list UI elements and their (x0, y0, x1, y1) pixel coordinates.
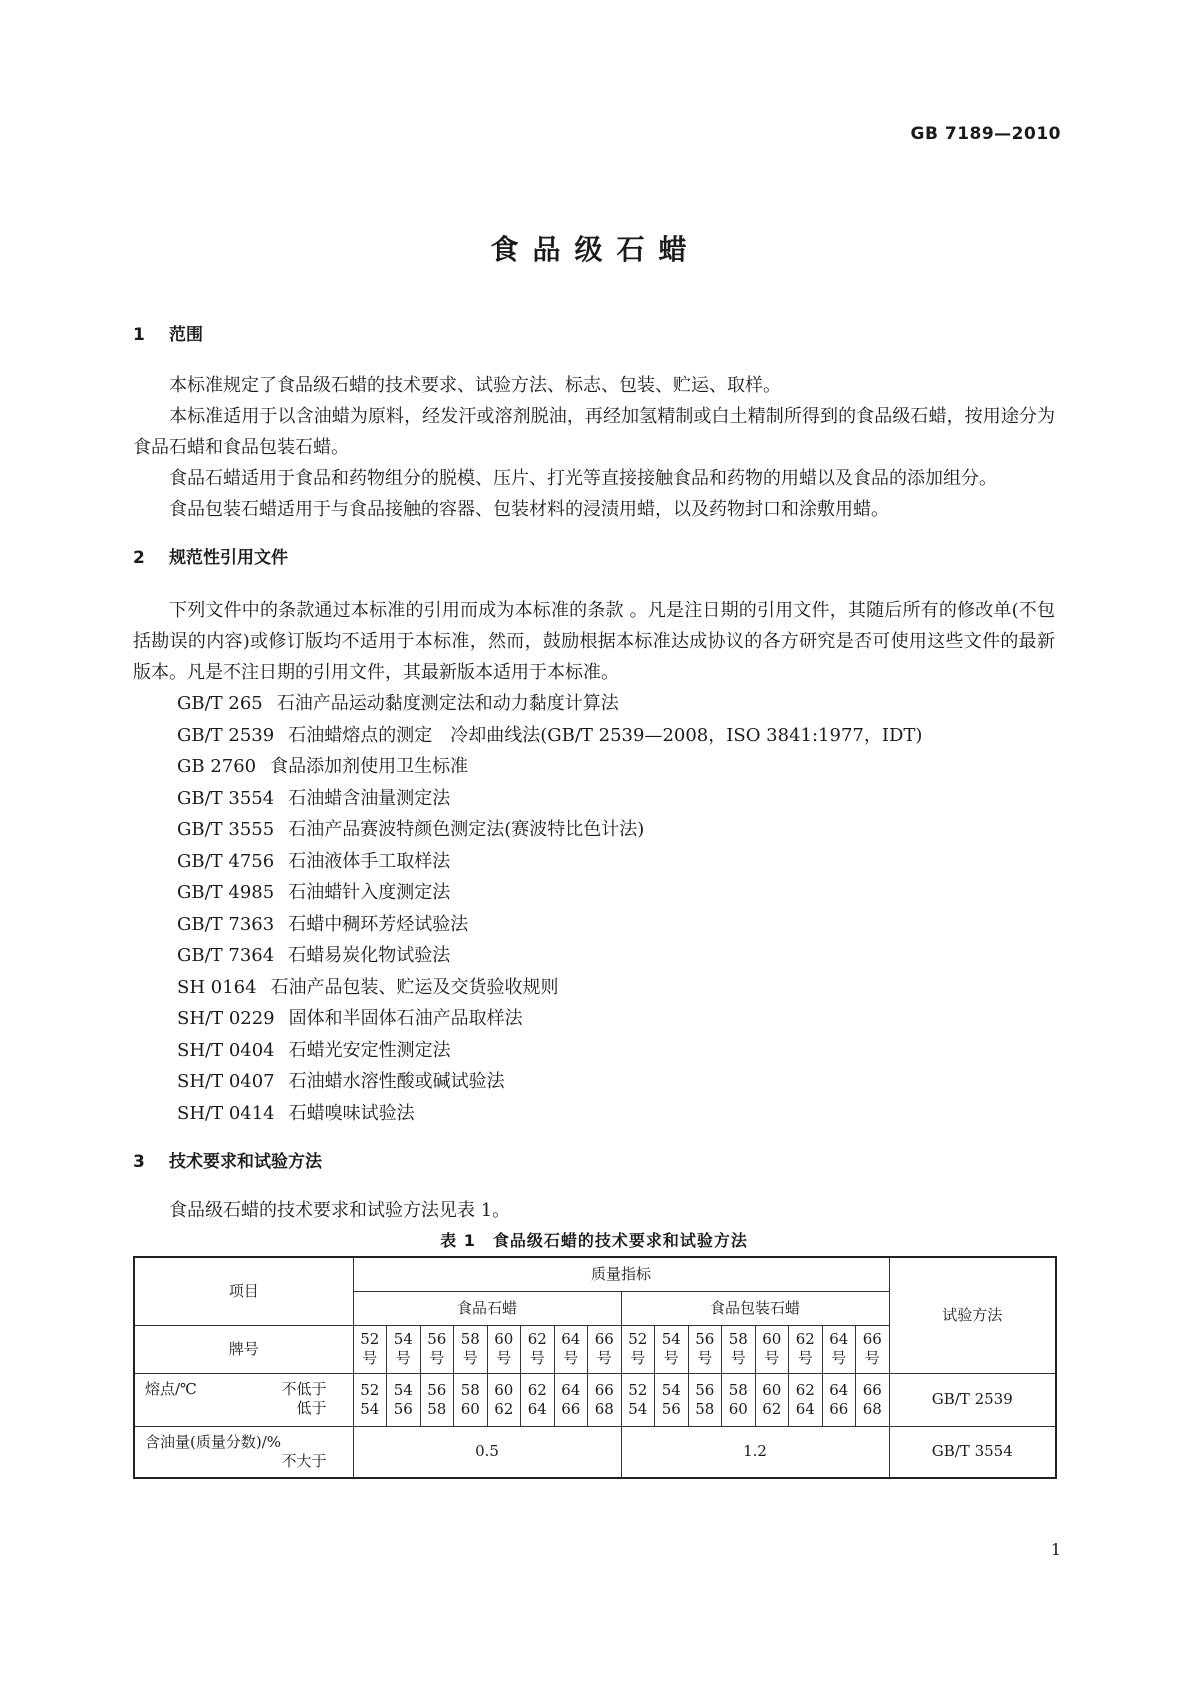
melting-point-cell (722, 1373, 756, 1426)
document-body (133, 320, 1055, 1479)
reference-item (133, 720, 1055, 752)
oil-content-method: GB/T 3554 (889, 1426, 1056, 1478)
melting-point-cell (822, 1373, 856, 1426)
melting-point-high: 60 (728, 1399, 748, 1418)
reference-code: GB/T 3554 (177, 787, 275, 809)
oil-content-label-cell (134, 1426, 353, 1478)
reference-code: GB 2760 (177, 756, 257, 777)
melting-point-high: 68 (594, 1399, 614, 1418)
grade-cell (655, 1325, 689, 1373)
reference-code: SH/T 0414 (177, 1102, 275, 1124)
melting-point-low: 56 (427, 1380, 447, 1399)
grade-cell (353, 1325, 387, 1373)
food-wax-header: 食品石蜡 (353, 1291, 621, 1325)
oil-content-label: 含油量(质量分数)/% (145, 1432, 282, 1451)
melting-point-low: 54 (393, 1380, 413, 1399)
reference-title: 石油产品包装、贮运及交货验收规则 (270, 976, 559, 998)
melting-point-high: 66 (829, 1399, 849, 1418)
reference-item (133, 1098, 1055, 1130)
reference-title: 食品添加剂使用卫生标准 (270, 756, 469, 777)
section-3-heading (133, 1147, 1055, 1177)
grade-suffix: 号 (864, 1349, 880, 1367)
melting-point-low: 62 (795, 1380, 815, 1399)
grade-number: 62 (795, 1330, 815, 1348)
paragraph: 本标准规定了食品级石蜡的技术要求、试验方法、标志、包装、贮运、取样。 (169, 375, 781, 396)
reference-item (133, 1035, 1055, 1067)
grade-cell (621, 1325, 655, 1373)
melting-point-high: 66 (561, 1399, 581, 1418)
grade-number: 60 (762, 1330, 782, 1348)
melting-point-high: 58 (427, 1399, 447, 1418)
melting-point-high: 62 (494, 1399, 514, 1418)
melting-point-high: 64 (527, 1399, 547, 1418)
melting-point-label-cell (134, 1373, 353, 1426)
grade-cell (521, 1325, 555, 1373)
reference-item (133, 751, 1055, 783)
melting-point-cell (588, 1373, 622, 1426)
packaging-wax-header: 食品包装石蜡 (621, 1291, 889, 1325)
reference-title: 石蜡中稠环芳烃试验法 (288, 913, 469, 935)
melting-point-low: 64 (829, 1380, 849, 1399)
grade-cell (588, 1325, 622, 1373)
grade-suffix: 号 (596, 1349, 612, 1367)
document-title: 食品级石蜡 (490, 233, 701, 266)
section-number: 2 (133, 548, 145, 568)
section-1-heading (133, 320, 1055, 350)
quality-header: 质量指标 (353, 1257, 889, 1291)
grade-number: 52 (628, 1330, 648, 1348)
melting-point-cell (454, 1373, 488, 1426)
grade-cell (688, 1325, 722, 1373)
grade-cell (554, 1325, 588, 1373)
melting-point-low: 60 (494, 1380, 514, 1399)
reference-item (133, 1003, 1055, 1035)
section-number: 3 (133, 1152, 145, 1172)
melting-point-limits (281, 1380, 326, 1418)
item-header: 项目 (134, 1257, 353, 1325)
reference-item (133, 814, 1055, 846)
reference-code: GB/T 7363 (177, 913, 275, 935)
reference-code: GB/T 3555 (177, 819, 275, 840)
reference-code: SH/T 0407 (177, 1071, 275, 1092)
melting-point-cell (487, 1373, 521, 1426)
method-header: 试验方法 (889, 1257, 1056, 1373)
melting-point-cell (621, 1373, 655, 1426)
melting-point-cell (755, 1373, 789, 1426)
melting-point-high: 58 (695, 1399, 715, 1418)
grade-number: 64 (561, 1330, 581, 1348)
oil-content-limit: 不大于 (281, 1451, 327, 1470)
grade-number: 64 (829, 1330, 849, 1348)
melting-point-low: 52 (360, 1380, 380, 1399)
grade-suffix: 号 (462, 1349, 478, 1367)
grade-suffix: 号 (529, 1349, 545, 1367)
grade-number: 54 (393, 1330, 413, 1348)
melting-point-cell (688, 1373, 722, 1426)
grade-cell (487, 1325, 521, 1373)
melting-point-low: 52 (628, 1380, 648, 1399)
reference-item (133, 877, 1055, 909)
reference-item (133, 1066, 1055, 1098)
reference-title: 石油蜡水溶性酸或碱试验法 (288, 1071, 505, 1092)
section-2-heading (133, 543, 1055, 573)
reference-title: 石蜡光安定性测定法 (288, 1039, 451, 1061)
reference-title: 石油蜡含油量测定法 (288, 787, 451, 809)
reference-code: GB/T 265 (177, 693, 263, 714)
grade-cell (454, 1325, 488, 1373)
paragraph: 食品包装石蜡适用于与食品接触的容器、包装材料的浸渍用蜡，以及药物封口和涂敷用蜡。 (169, 499, 889, 520)
melting-point-high: 56 (661, 1399, 681, 1418)
melting-point-low: 66 (862, 1380, 882, 1399)
melting-point-high: 68 (862, 1399, 882, 1418)
grade-number: 56 (695, 1330, 715, 1348)
grade-suffix: 号 (797, 1349, 813, 1367)
grade-suffix: 号 (362, 1349, 378, 1367)
grade-suffix: 号 (563, 1349, 579, 1367)
oil-content-pack-value: 1.2 (621, 1426, 889, 1478)
melting-point-low: 58 (460, 1380, 480, 1399)
melting-point-cell (420, 1373, 454, 1426)
melting-point-low: 64 (561, 1380, 581, 1399)
reference-title: 石油蜡针入度测定法 (288, 882, 451, 903)
grade-number: 56 (427, 1330, 447, 1348)
reference-title: 固体和半固体石油产品取样法 (288, 1008, 523, 1029)
paragraph: 食品级石蜡的技术要求和试验方法见表 1。 (169, 1200, 511, 1221)
reference-title: 石油液体手工取样法 (288, 850, 451, 872)
spec-table (133, 1256, 1057, 1479)
grade-number: 66 (594, 1330, 614, 1348)
grade-suffix: 号 (730, 1349, 746, 1367)
paragraph: 下列文件中的条款通过本标准的引用而成为本标准的条款 。凡是注日期的引用文件，其随后所有的修改单(不包括勘误的内容)或修订版均不适用于本标准，然而，鼓励根据本标准达成协议的各方研究是否可使用这些文件的最新版本。凡是不注日期的引用文件，其最新版本适用于本标准。 (133, 600, 1055, 683)
grade-suffix: 号 (395, 1349, 411, 1367)
grade-cell (755, 1325, 789, 1373)
table-caption: 表 1 食品级石蜡的技术要求和试验方法 (440, 1231, 748, 1250)
section-title: 规范性引用文件 (169, 548, 288, 568)
melting-point-cell (856, 1373, 890, 1426)
melting-point-low: 58 (728, 1380, 748, 1399)
paragraph: 食品石蜡适用于食品和药物组分的脱模、压片、打光等直接接触食品和药物的用蜡以及食品的添加组分。 (169, 468, 997, 489)
reference-title: 石油产品赛波特颜色测定法(赛波特比色计法) (288, 819, 645, 840)
reference-title: 石蜡嗅味试验法 (288, 1102, 415, 1124)
grade-suffix: 号 (831, 1349, 847, 1367)
reference-item (133, 783, 1055, 815)
reference-item (133, 688, 1055, 720)
melting-point-low: 60 (762, 1380, 782, 1399)
grade-number: 52 (360, 1330, 380, 1348)
grade-cell (387, 1325, 421, 1373)
grade-suffix: 号 (429, 1349, 445, 1367)
grade-number: 58 (460, 1330, 480, 1348)
reference-item (133, 909, 1055, 941)
grade-number: 54 (661, 1330, 681, 1348)
grade-number: 58 (728, 1330, 748, 1348)
limit-high-label: 低于 (296, 1398, 327, 1417)
melting-point-cell (554, 1373, 588, 1426)
reference-code: SH 0164 (177, 976, 257, 998)
section-number: 1 (133, 325, 145, 345)
reference-item (133, 940, 1055, 972)
oil-content-food-value: 0.5 (353, 1426, 621, 1478)
melting-point-low: 56 (695, 1380, 715, 1399)
grade-suffix: 号 (630, 1349, 646, 1367)
grade-suffix: 号 (496, 1349, 512, 1367)
reference-code: SH/T 0229 (177, 1008, 275, 1029)
section-title: 范围 (169, 325, 203, 345)
melting-point-high: 54 (628, 1399, 648, 1418)
grade-label: 牌号 (134, 1325, 353, 1373)
reference-title: 石蜡易炭化物试验法 (288, 945, 451, 966)
melting-point-method: GB/T 2539 (889, 1373, 1056, 1426)
reference-code: SH/T 0404 (177, 1039, 275, 1061)
grade-cell (420, 1325, 454, 1373)
grade-number: 62 (527, 1330, 547, 1348)
grade-number: 66 (862, 1330, 882, 1348)
melting-point-high: 62 (762, 1399, 782, 1418)
melting-point-high: 56 (393, 1399, 413, 1418)
melting-point-cell (655, 1373, 689, 1426)
grade-cell (822, 1325, 856, 1373)
reference-item (133, 972, 1055, 1004)
grade-suffix: 号 (663, 1349, 679, 1367)
standard-code: GB 7189—2010 (910, 124, 1061, 144)
melting-point-high: 64 (795, 1399, 815, 1418)
reference-title: 石油产品运动黏度测定法和动力黏度计算法 (276, 693, 619, 714)
reference-code: GB/T 2539 (177, 724, 275, 746)
grade-cell (789, 1325, 823, 1373)
paragraph: 本标准适用于以含油蜡为原料，经发汗或溶剂脱油，再经加氢精制或白土精制所得到的食品级石蜡，按用途分为食品石蜡和食品包装石蜡。 (133, 406, 1055, 458)
reference-code: GB/T 7364 (177, 945, 275, 966)
grade-cell (722, 1325, 756, 1373)
melting-point-label: 熔点/℃ (145, 1379, 197, 1398)
reference-code: GB/T 4756 (177, 850, 275, 872)
reference-item (133, 846, 1055, 878)
limit-low-label: 不低于 (281, 1379, 327, 1398)
melting-point-high: 54 (360, 1399, 380, 1418)
melting-point-cell (353, 1373, 387, 1426)
section-title: 技术要求和试验方法 (169, 1152, 322, 1172)
melting-point-low: 62 (527, 1380, 547, 1399)
melting-point-cell (521, 1373, 555, 1426)
melting-point-high: 60 (460, 1399, 480, 1418)
melting-point-cell (789, 1373, 823, 1426)
page-number: 1 (1050, 1540, 1061, 1559)
grade-cell (856, 1325, 890, 1373)
reference-title: 石油蜡熔点的测定 冷却曲线法(GB/T 2539—2008，ISO 3841:1977，IDT) (288, 724, 923, 746)
melting-point-low: 66 (594, 1380, 614, 1399)
reference-code: GB/T 4985 (177, 882, 275, 903)
reference-list (133, 688, 1055, 1129)
grade-number: 60 (494, 1330, 514, 1348)
grade-suffix: 号 (764, 1349, 780, 1367)
grade-suffix: 号 (697, 1349, 713, 1367)
melting-point-low: 54 (661, 1380, 681, 1399)
melting-point-cell (387, 1373, 421, 1426)
